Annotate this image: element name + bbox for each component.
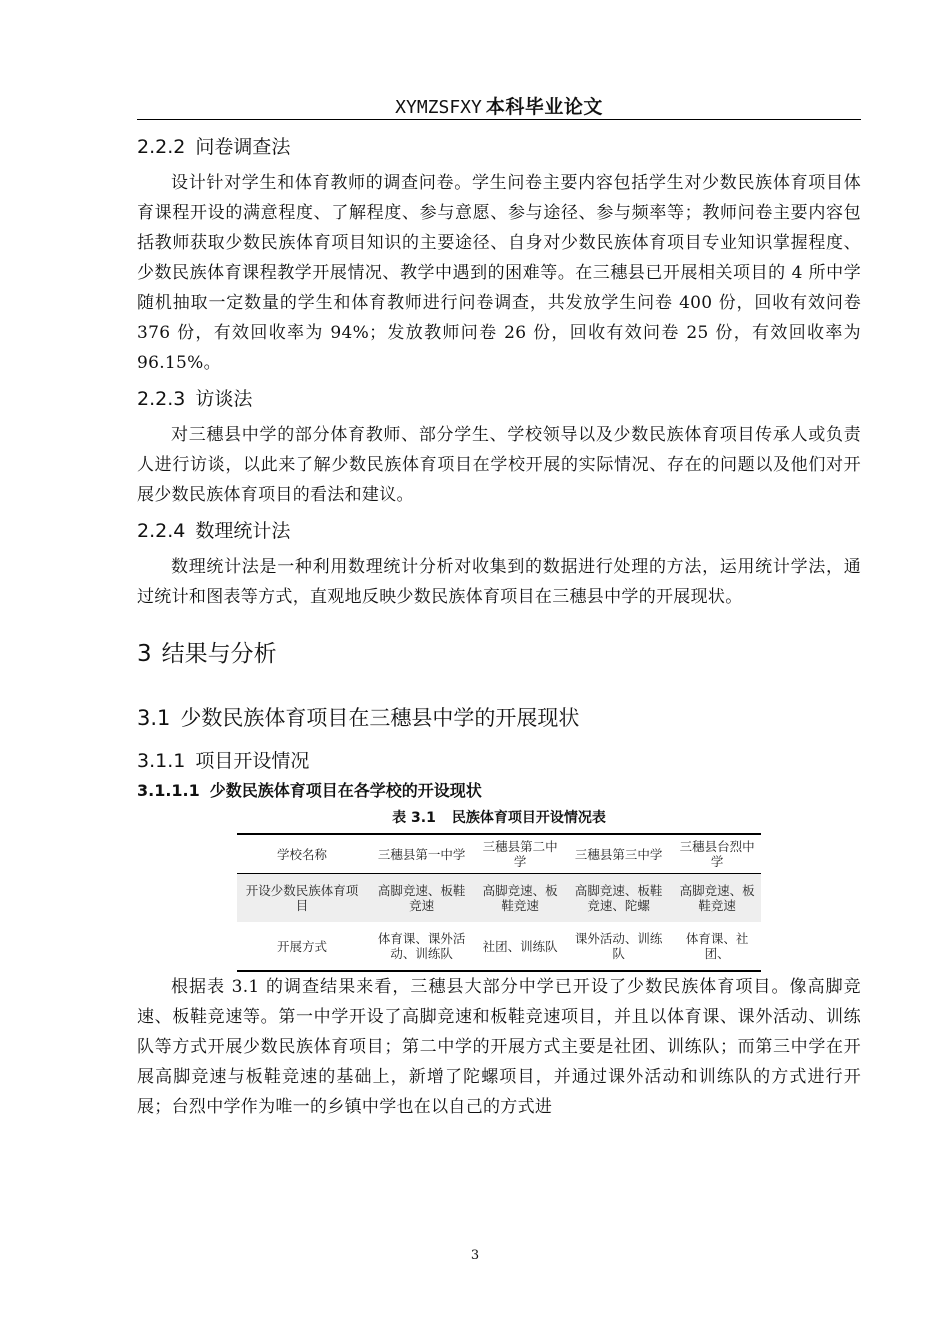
running-header — [137, 92, 861, 119]
heading-number: 3.1 — [137, 706, 171, 730]
table-header-cell: 三穗县第二中学 — [476, 834, 564, 874]
table-row — [237, 874, 761, 923]
page-number: 3 — [470, 1248, 480, 1263]
heading-text: 访谈法 — [195, 388, 253, 410]
table-caption-title: 民族体育项目开设情况表 — [451, 810, 606, 826]
heading-number: 2.2.4 — [137, 520, 186, 542]
table-cell: 体育课、课外活动、训练队 — [377, 931, 466, 961]
paragraph-table-analysis: 根据表 3.1 的调查结果来看，三穗县大部分中学已开设了少数民族体育项目。像高脚竞速、板鞋竞速等。第一中学开设了高脚竞速和板鞋竞速项目，并且以体育课、课外活动、训练队等方式开展少数民族体育项目；第二中学的开展方式主要是社团、训练队；而第三中学在开展高脚竞速与板鞋竞速的基础上，新增了陀螺项目，并通过课外活动和训练队的方式进行开展；台烈中学作为唯一的乡镇中学也在以自己的方式进 — [137, 977, 861, 1117]
table-caption-label: 表 3.1 — [392, 810, 436, 826]
heading-3-1 — [137, 700, 861, 736]
heading-2-2-2 — [137, 132, 861, 162]
table-cell: 高脚竞速、板鞋竞速、陀螺 — [564, 874, 673, 923]
heading-text: 少数民族体育项目在各学校的开设现状 — [209, 781, 482, 800]
heading-text: 数理统计法 — [195, 520, 291, 542]
table-cell: 高脚竞速、板鞋竞速 — [476, 874, 564, 923]
paragraph-interview: 对三穗县中学的部分体育教师、部分学生、学校领导以及少数民族体育项目传承人或负责人进行访谈，以此来了解少数民族体育项目在学校开展的实际情况、存在的问题以及他们对开展少数民族体育项目的看法和建议。 — [137, 425, 861, 505]
paragraph-questionnaire: 设计针对学生和体育教师的调查问卷。学生问卷主要内容包括学生对少数民族体育项目体育课程开设的满意程度、了解程度、参与意愿、参与途径、参与频率等；教师问卷主要内容包括教师获取少数民族体育项目知识的主要途径、自身对少数民族体育项目专业知识掌握程度、少数民族体育课程教学开展情况、教学中遇到的困难等。在三穗县已开展相关项目的 4 所中学随机抽取一定数量的学生和体育教师进行问卷调查，共发放学生问卷 400 份，回收有效问卷 376 份，有效回收率为 94%；发放教师问卷 26 份，回收有效问卷 25 份，有效回收率为 96.15%。 — [137, 173, 861, 373]
heading-text: 问卷调查法 — [195, 136, 291, 158]
heading-number: 3 — [137, 641, 152, 667]
heading-2-2-4 — [137, 516, 861, 546]
table-header-cell: 三穗县台烈中学 — [673, 834, 761, 874]
table-header-cell: 三穗县第一中学 — [367, 834, 476, 874]
table-cell: 课外活动、训练队 — [574, 931, 663, 961]
school-projects-table — [237, 833, 761, 972]
table-header-row — [237, 834, 761, 874]
heading-number: 2.2.2 — [137, 136, 186, 158]
heading-number: 3.1.1 — [137, 750, 186, 772]
table-cell: 高脚竞速、板鞋竞速 — [367, 874, 476, 923]
paragraph-statistics: 数理统计法是一种利用数理统计分析对收集到的数据进行处理的方法，运用统计学法，通过统计和图表等方式，直观地反映少数民族体育项目在三穗县中学的开展现状。 — [137, 557, 861, 607]
heading-text: 结果与分析 — [161, 641, 277, 667]
table-header-cell: 三穗县第三中学 — [564, 834, 673, 874]
header-code: XYMZSFXY — [395, 97, 482, 118]
table-cell: 开展方式 — [276, 938, 327, 954]
heading-number: 3.1.1.1 — [137, 781, 200, 800]
header-rule — [137, 119, 861, 120]
page-content — [137, 128, 861, 1122]
table-row — [237, 922, 761, 971]
table-caption — [137, 806, 861, 830]
header-title: 本科毕业论文 — [485, 96, 603, 118]
heading-chapter-3 — [137, 634, 861, 674]
table-header-cell: 学校名称 — [237, 834, 367, 874]
heading-text: 项目开设情况 — [195, 750, 310, 772]
heading-3-1-1 — [137, 746, 861, 776]
heading-3-1-1-1 — [137, 778, 861, 804]
table-cell: 体育课、社团、 — [685, 931, 749, 961]
heading-2-2-3 — [137, 384, 861, 414]
heading-text: 少数民族体育项目在三穗县中学的开展现状 — [180, 706, 580, 730]
heading-number: 2.2.3 — [137, 388, 186, 410]
table-cell: 开设少数民族体育项目 — [237, 874, 367, 923]
table-cell: 社团、训练队 — [482, 938, 558, 954]
table-cell: 高脚竞速、板鞋竞速 — [673, 874, 761, 923]
